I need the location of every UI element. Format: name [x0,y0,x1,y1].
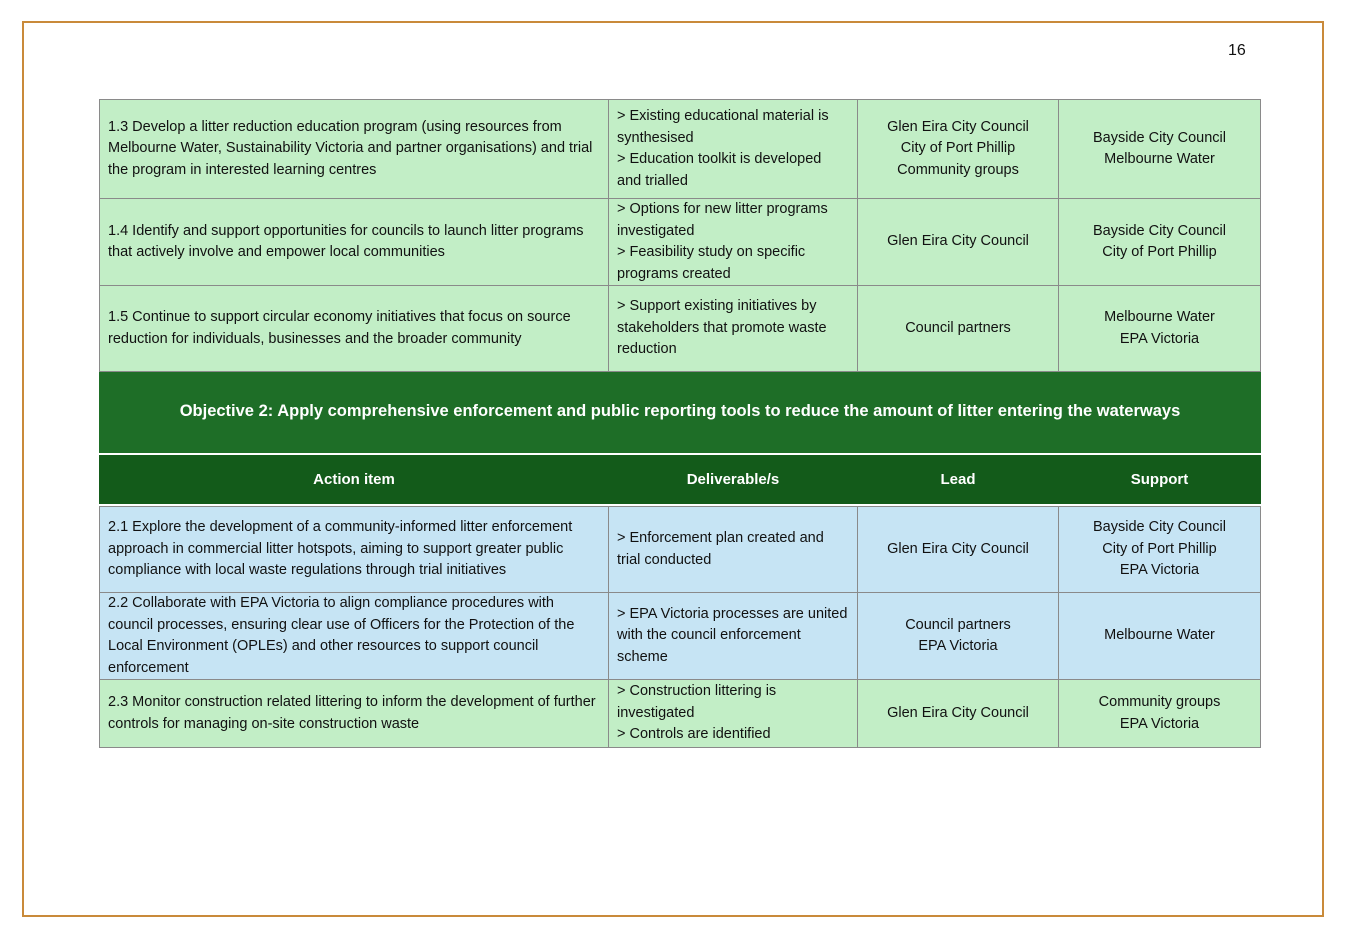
support-line: City of Port Phillip [1102,540,1217,557]
action-cell: 2.2 Collaborate with EPA Victoria to align compliance procedures with council processes, ensuring clear use of Officers for the Protection of the Local Environment (OPLEs) and other resources to support council enforcement [100,593,609,680]
action-cell: 1.5 Continue to support circular economy initiatives that focus on source reduction for individuals, businesses and the broader community [100,286,609,372]
lead-cell [858,593,1059,680]
support-cell [1059,286,1261,372]
deliverables-cell [609,199,858,286]
column-header-action: Action item [100,456,609,504]
lead-line: Community groups [897,161,1019,178]
lead-cell [858,680,1059,748]
table-row [100,680,1261,748]
support-line: EPA Victoria [1119,562,1200,579]
deliverable-line: > Enforcement plan created and trial conducted [617,530,824,568]
deliverable-line: > Feasibility study on specific programs created [617,244,806,282]
support-line: Melbourne Water [1104,627,1215,644]
lead-cell [858,507,1059,593]
deliverable-line: > Support existing initiatives by stakeholders that promote waste reduction [617,298,827,358]
lead-cell [858,100,1059,199]
objective-title: Objective 2: Apply comprehensive enforcement and public reporting tools to reduce the amount of litter entering the waterways [100,372,1261,453]
lead-line: City of Port Phillip [900,140,1016,157]
lead-line: Council partners [905,319,1011,336]
deliverable-line: > Construction littering is investigated [617,683,777,721]
deliverables-cell [609,507,858,593]
support-line: Bayside City Council [1093,519,1226,536]
table-row [100,593,1261,680]
lead-line: Glen Eira City Council [887,540,1029,557]
support-line: Bayside City Council [1093,222,1226,239]
column-header-support: Support [1059,456,1261,504]
deliverable-line: > Options for new litter programs investigated [617,201,828,239]
deliverable-line: > Education toolkit is developed and trialled [617,151,822,189]
lead-line: Council partners [905,616,1011,633]
deliverable-line: > Controls are identified [617,726,771,743]
deliverables-cell [609,100,858,199]
table-row [100,199,1261,286]
action-plan-table [99,99,1261,748]
deliverable-line: > EPA Victoria processes are united with the council enforcement scheme [617,605,848,665]
deliverable-line: > Existing educational material is synthesised [617,108,829,146]
lead-line: EPA Victoria [918,638,998,654]
action-cell: 1.3 Develop a litter reduction education program (using resources from Melbourne Water, Sustainability Victoria and partner organisations) and trial the program in interested learning centres [100,100,609,199]
action-cell: 2.1 Explore the development of a community-informed litter enforcement approach in commercial litter hotspots, aiming to support greater public compliance with local waste regulations through trial initiatives [100,507,609,593]
lead-line: Glen Eira City Council [887,118,1029,135]
deliverables-cell [609,593,858,680]
table-row [100,286,1261,372]
support-cell [1059,680,1261,748]
action-cell: 1.4 Identify and support opportunities for councils to launch litter programs that actively involve and empower local communities [100,199,609,286]
support-line: Melbourne Water [1104,151,1215,167]
lead-line: Glen Eira City Council [887,233,1029,250]
deliverables-cell [609,680,858,748]
support-cell [1059,593,1261,680]
action-cell: 2.3 Monitor construction related littering to inform the development of further controls for managing on-site construction waste [100,680,609,748]
support-line: EPA Victoria [1119,715,1200,732]
page-number: 16 [1228,42,1246,59]
lead-cell [858,286,1059,372]
support-line: City of Port Phillip [1102,244,1217,260]
column-header-lead: Lead [858,456,1059,504]
table-row [100,100,1261,199]
support-cell [1059,199,1261,286]
objective-banner-row [100,372,1261,453]
support-line: Community groups [1098,694,1221,710]
support-line: Melbourne Water [1104,309,1215,325]
support-line: Bayside City Council [1093,129,1226,146]
lead-line: Glen Eira City Council [887,704,1029,721]
support-cell [1059,507,1261,593]
lead-cell [858,199,1059,286]
table-row [100,507,1261,593]
column-header-deliverables: Deliverable/s [609,456,858,504]
deliverables-cell [609,286,858,372]
support-cell [1059,100,1261,199]
table-header-row [100,456,1261,504]
support-line: EPA Victoria [1119,330,1200,347]
